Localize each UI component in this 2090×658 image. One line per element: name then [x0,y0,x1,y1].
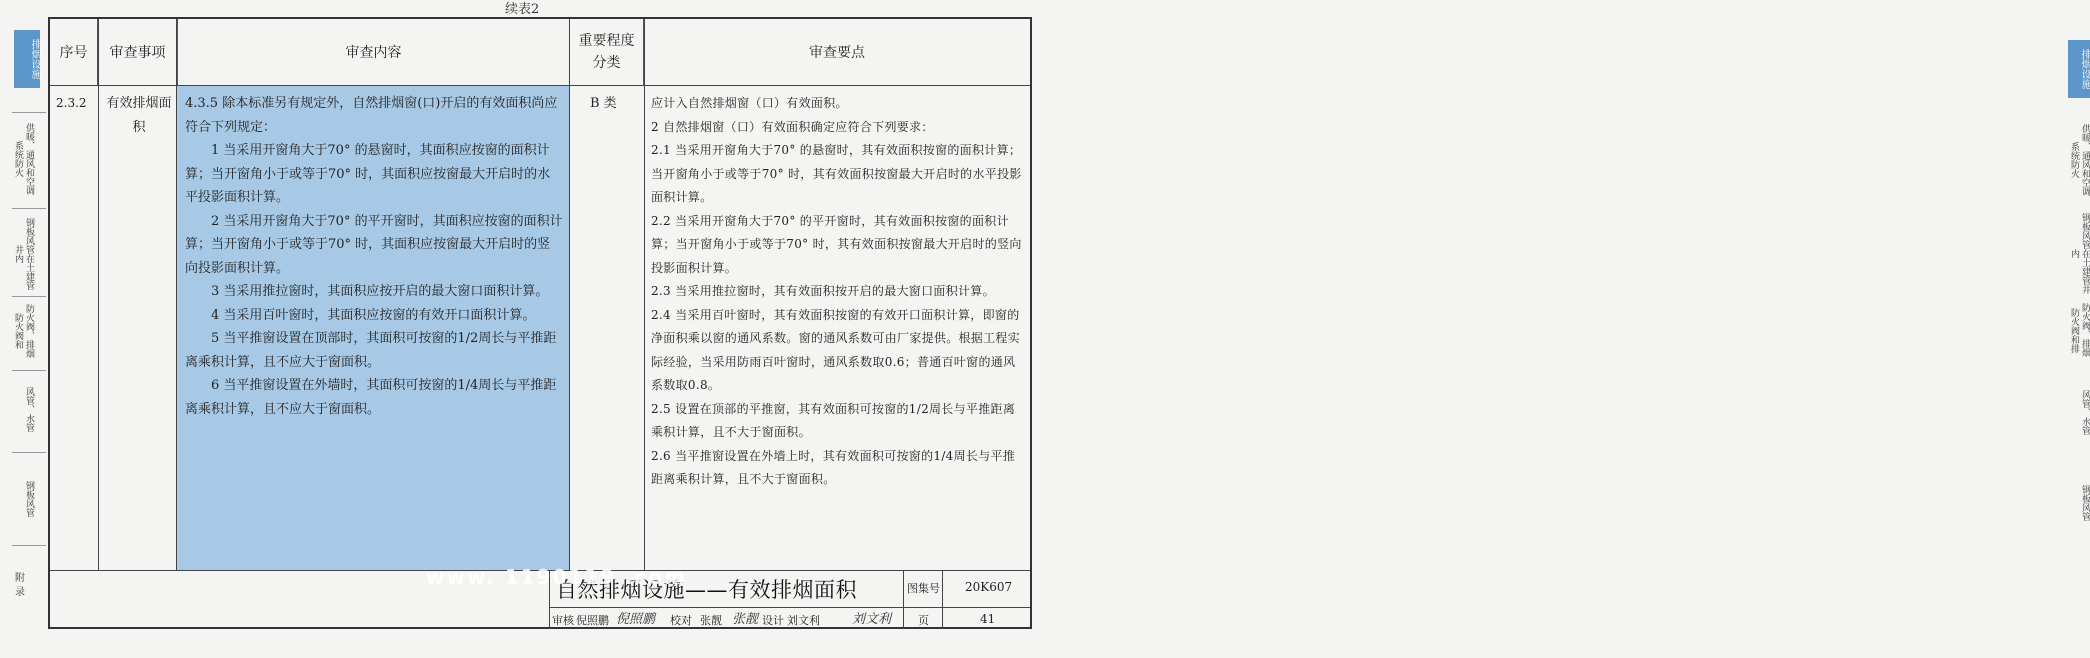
design-label: 设计 [762,614,784,627]
col-line [98,19,99,570]
row-points [651,92,1026,492]
points-para: 2.5 设置在顶部的平推窗，其有效面积可按窗的1/2周长与平推距离乘积计算，且不大于窗面积。 [651,401,1016,439]
points-para: 2.2 当采用开窗角大于70° 的平开窗时，其有效面积按窗的面积计算；当开窗角小于或等于70° 时，其有效面积按窗最大开启时的竖向投影面积计算。 [651,213,1022,275]
checker-name: 张靓 [700,614,722,627]
content-para: 2 当采用开窗角大于70° 的平开窗时，其面积应按窗的面积计算；当开窗角小于或等于70° 时，其面积应按窗最大开启时的竖向投影面积计算。 [185,213,563,276]
points-para: 2.3 当采用推拉窗时，其有效面积按开启的最大窗口面积计算。 [651,284,995,298]
right-tab-duct-shaft[interactable]: 钢板风管在土建管井内 [2069,212,2090,294]
designer-name: 刘文利 [787,614,820,627]
content-para: 4.3.5 除本标准另有规定外，自然排烟窗(口)开启的有效面积尚应符合下列规定： [185,96,558,135]
right-tab-steel-duct[interactable]: 钢板风管 [2080,485,2090,521]
atlas-label: 图集号 [907,582,940,595]
left-tab-divider [12,545,46,546]
left-tab-divider [12,370,46,371]
content-para: 3 当采用推拉窗时，其面积应按开启的最大窗口面积计算。 [211,284,549,299]
continuation-label: 续表2 [505,2,540,17]
row-item: 有效排烟面积 [106,96,172,135]
header-level: 重要程度分类 [570,19,644,85]
left-tab-duct-pipe[interactable]: 风管、水管 [24,386,34,432]
review-label: 审核 [552,614,574,627]
title-block-line [903,570,904,629]
points-para: 2 自然排烟窗（口）有效面积确定应符合下列要求： [651,119,934,134]
header-seq: 序号 [50,19,98,85]
header-item: 审查事项 [98,19,178,85]
reviewer-signature: 倪照鹏 [616,612,656,627]
row-content [185,92,563,421]
right-tab-duct-pipe[interactable]: 风管、水管 [2080,389,2090,435]
header-bottom-line [50,85,1030,86]
left-tab-divider [12,112,46,113]
right-tab-smoke-exhaust[interactable]: 排烟设施 [2068,40,2090,98]
header-points: 审查要点 [809,45,865,61]
right-tab-hvac-fire[interactable]: 供暖、通风和空调系统防火 [2069,124,2090,196]
points-para: 2.6 当平推窗设置在外墙上时，其有效面积可按窗的1/4周长与平推距离乘积计算，且不大于窗面积。 [651,448,1016,486]
left-tab-hvac-fire[interactable]: 供暖、通风和空调系统防火 [13,123,34,195]
page-number: 41 [980,612,996,626]
page-label: 页 [918,614,929,627]
col-line [644,19,645,570]
left-sidebar [0,0,48,658]
content-para: 4 当采用百叶窗时，其面积应按窗的有效开口面积计算。 [211,307,536,323]
atlas-number: 20K607 [965,580,1013,594]
points-para: 2.4 当采用百叶窗时，其有效面积按窗的有效开口面积计算，即窗的净面积乘以窗的通风系数。窗的通风系数可由厂家提供。根据工程实际经验，当采用防雨百叶窗时，通风系数取0.6；普通百叶窗的通风系数取0.8。 [651,307,1021,392]
watermark: www. 1190119 .com [426,565,688,589]
content-para: 1 当采用开窗角大于70° 的悬窗时，其面积应按窗的面积计算；当开窗角小于或等于70° 时，其面积应按窗最大开启时的水平投影面积计算。 [185,143,551,205]
checker-signature: 张靓 [732,612,759,627]
left-tab-smoke-exhaust[interactable]: 排烟设施 [14,30,40,88]
left-tab-duct-shaft[interactable]: 钢板风管在土建管井内 [13,218,34,290]
col-line [569,19,570,570]
content-para: 5 当平推窗设置在顶部时，其面积可按窗的1/2周长与平推距离乘积计算，且不应大于窗面积。 [185,331,557,370]
right-sidebar [1032,0,2090,658]
content-para: 6 当平推窗设置在外墙时，其面积可按窗的1/4周长与平推距离乘积计算，且不应大于窗面积。 [185,378,557,417]
left-tab-divider [12,296,46,297]
col-line [176,19,177,570]
header-content: 审查内容 [178,19,570,85]
points-para: 应计入自然排烟窗（口）有效面积。 [651,96,848,110]
points-para: 2.1 当采用开窗角大于70° 的悬窗时，其有效面积按窗的面积计算；当开窗角小于或等于70° 时，其有效面积按窗最大开启时的水平投影面积计算。 [651,143,1022,204]
left-tab-divider [12,208,46,209]
designer-signature: 刘文利 [852,612,892,627]
drawing-title: 自然排烟设施——有效排烟面积 [556,578,857,602]
reviewer-name: 倪照鹏 [576,614,609,627]
left-tab-steel-duct[interactable]: 钢板风管 [24,481,34,517]
right-tab-fire-damper[interactable]: 防火阀、排烟防火阀和排 [2069,303,2090,357]
row-level: B 类 [590,96,617,111]
left-tab-fire-damper[interactable]: 防火阀、排烟防火阀和 [13,304,34,358]
row-seq: 2.3.2 [56,96,87,110]
check-label: 校对 [670,614,692,627]
left-tab-divider [12,452,46,453]
left-tab-appendix[interactable]: 附录 [15,573,25,598]
title-block-line [942,570,943,629]
